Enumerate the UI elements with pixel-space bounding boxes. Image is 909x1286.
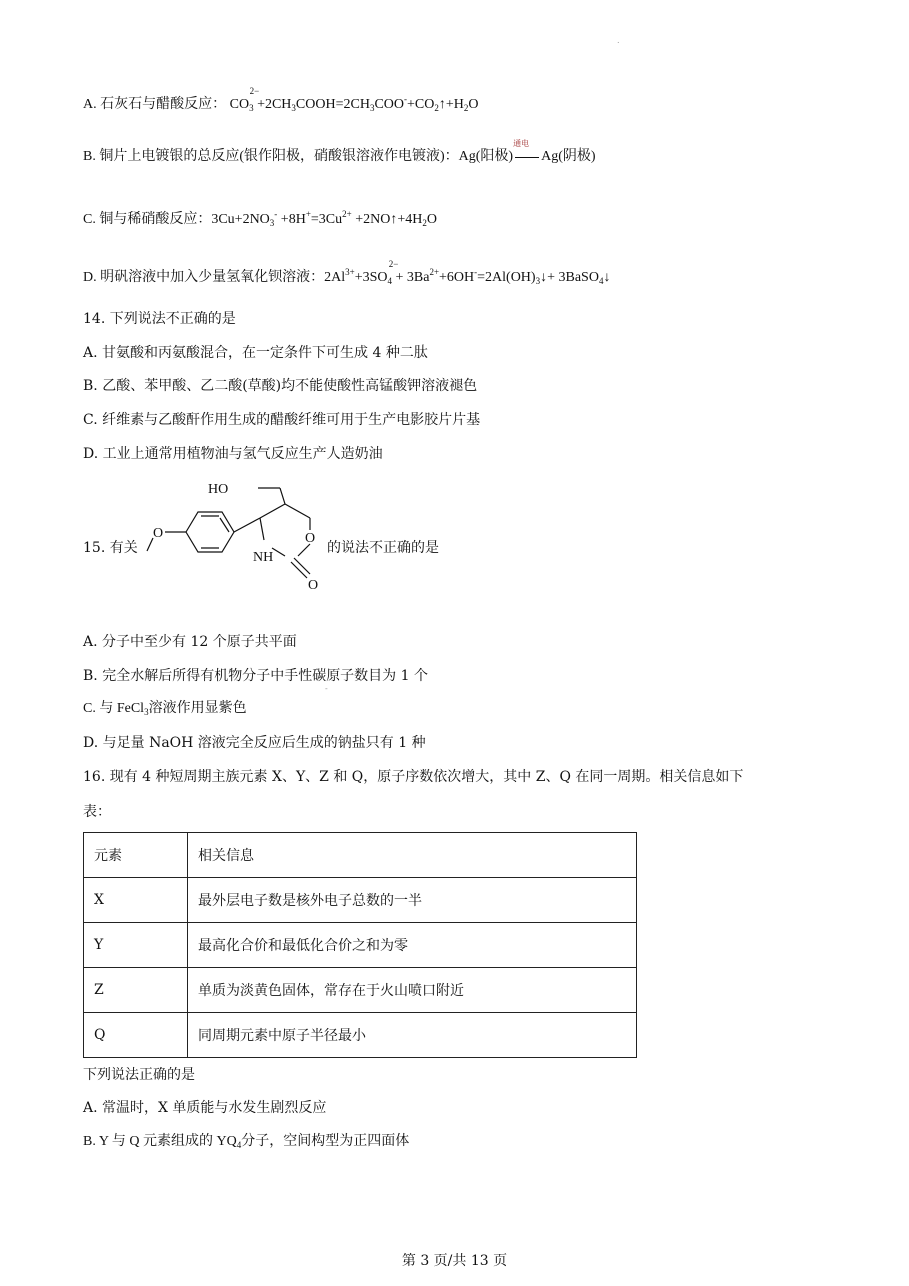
- table-row: [84, 1013, 637, 1058]
- q15-option-a: A. 分子中至少有 12 个原子共平面: [83, 634, 297, 650]
- table-cell: 最高化合价和最低化合价之和为零: [188, 923, 637, 968]
- molecule-structure: [140, 478, 330, 596]
- q14-option-b: B. 乙酸、苯甲酸、乙二酸(草酸)均不能使酸性高锰酸钾溶液褪色: [83, 378, 478, 394]
- mol-label-o-methoxy: O: [153, 526, 164, 541]
- speck-mark: .: [617, 36, 620, 45]
- table-row: [84, 923, 637, 968]
- q15-option-c: C. 与 FeCl$_3$溶液作用显紫色: [83, 701, 247, 717]
- q13-option-b: B. 铜片上电镀银的总反应(银作阳极，硝酸银溶液作电镀液)：Ag(阳极) 通电 Ag(阴极): [83, 138, 596, 164]
- table-row: [84, 968, 637, 1013]
- q14-option-c: C. 纤维素与乙酸酐作用生成的醋酸纤维可用于生产电影胶片片基: [83, 412, 481, 428]
- table-header-row: [84, 833, 637, 878]
- table-header-cell: 相关信息: [188, 833, 637, 878]
- q13-option-a: A. 石灰石与醋酸反应： $CO_3$ 2− $+2CH_3COOH=2CH_3COO^-+CO_2↑+H_2O$: [83, 86, 479, 113]
- mol-label-o-carbonyl: O: [308, 578, 319, 593]
- table-cell: Q: [84, 1013, 188, 1058]
- table-cell: Y: [84, 923, 188, 968]
- table-cell: 最外层电子数是核外电子总数的一半: [188, 878, 637, 923]
- mol-label-nh: NH: [253, 550, 274, 565]
- mol-label-ho: HO: [208, 482, 229, 497]
- page-footer: 第 3 页/共 13 页: [401, 1253, 508, 1269]
- table-cell: 同周期元素中原子半径最小: [188, 1013, 637, 1058]
- table-row: [84, 878, 637, 923]
- mol-label-o-ring: O: [305, 531, 316, 546]
- table-cell: 单质为淡黄色固体，常存在于火山喷口附近: [188, 968, 637, 1013]
- q15-option-b: B. 完全水解后所得有机物分子中手性碳原子数目为 1 个: [83, 668, 428, 684]
- q13-option-d: D. 明矾溶液中加入少量氢氧化钡溶液：$2Al^{3+}+3SO_4$ 2− + $3Ba^{2+}+6OH^-=2Al(OH)_3↓+$ 3BaSO$_4$↓: [83, 259, 611, 286]
- q15-stem-prefix: 15. 有关: [83, 540, 138, 556]
- q16-option-b: B. Y 与 Q 元素组成的 $YQ_4$分子，空间构型为正四面体: [83, 1134, 410, 1150]
- q14-option-a: A. 甘氨酸和丙氨酸混合，在一定条件下可生成 4 种二肽: [83, 345, 428, 361]
- q14-option-d: D. 工业上通常用植物油与氢气反应生产人造奶油: [83, 446, 383, 462]
- q16-stem-line1: 16. 现有 4 种短周期主族元素 X、Y、Z 和 Q，原子序数依次增大，其中 Z、Q 在同一周期。相关信息如下: [83, 769, 744, 785]
- q15-option-d: D. 与足量 NaOH 溶液完全反应后生成的钠盐只有 1 种: [83, 735, 426, 751]
- q14-stem: 14. 下列说法不正确的是: [83, 311, 236, 327]
- q13-option-c: C. 铜与稀硝酸反应：$3Cu+2NO_3^- +8H^+=3Cu^{2+}$ $+2NO↑+4H_2O$: [83, 209, 437, 228]
- q16-after-table: 下列说法正确的是: [83, 1067, 195, 1083]
- q15-stem-suffix: 的说法不正确的是: [327, 540, 439, 556]
- speck-mark: -: [325, 684, 328, 693]
- element-info-table: [83, 832, 637, 1058]
- table-header-cell: 元素: [84, 833, 188, 878]
- table-cell: X: [84, 878, 188, 923]
- table-cell: Z: [84, 968, 188, 1013]
- q16-stem-line2: 表：: [83, 804, 111, 820]
- q16-option-a: A. 常温时，X 单质能与水发生剧烈反应: [83, 1100, 327, 1116]
- electrolysis-arrow: 通电: [513, 150, 541, 164]
